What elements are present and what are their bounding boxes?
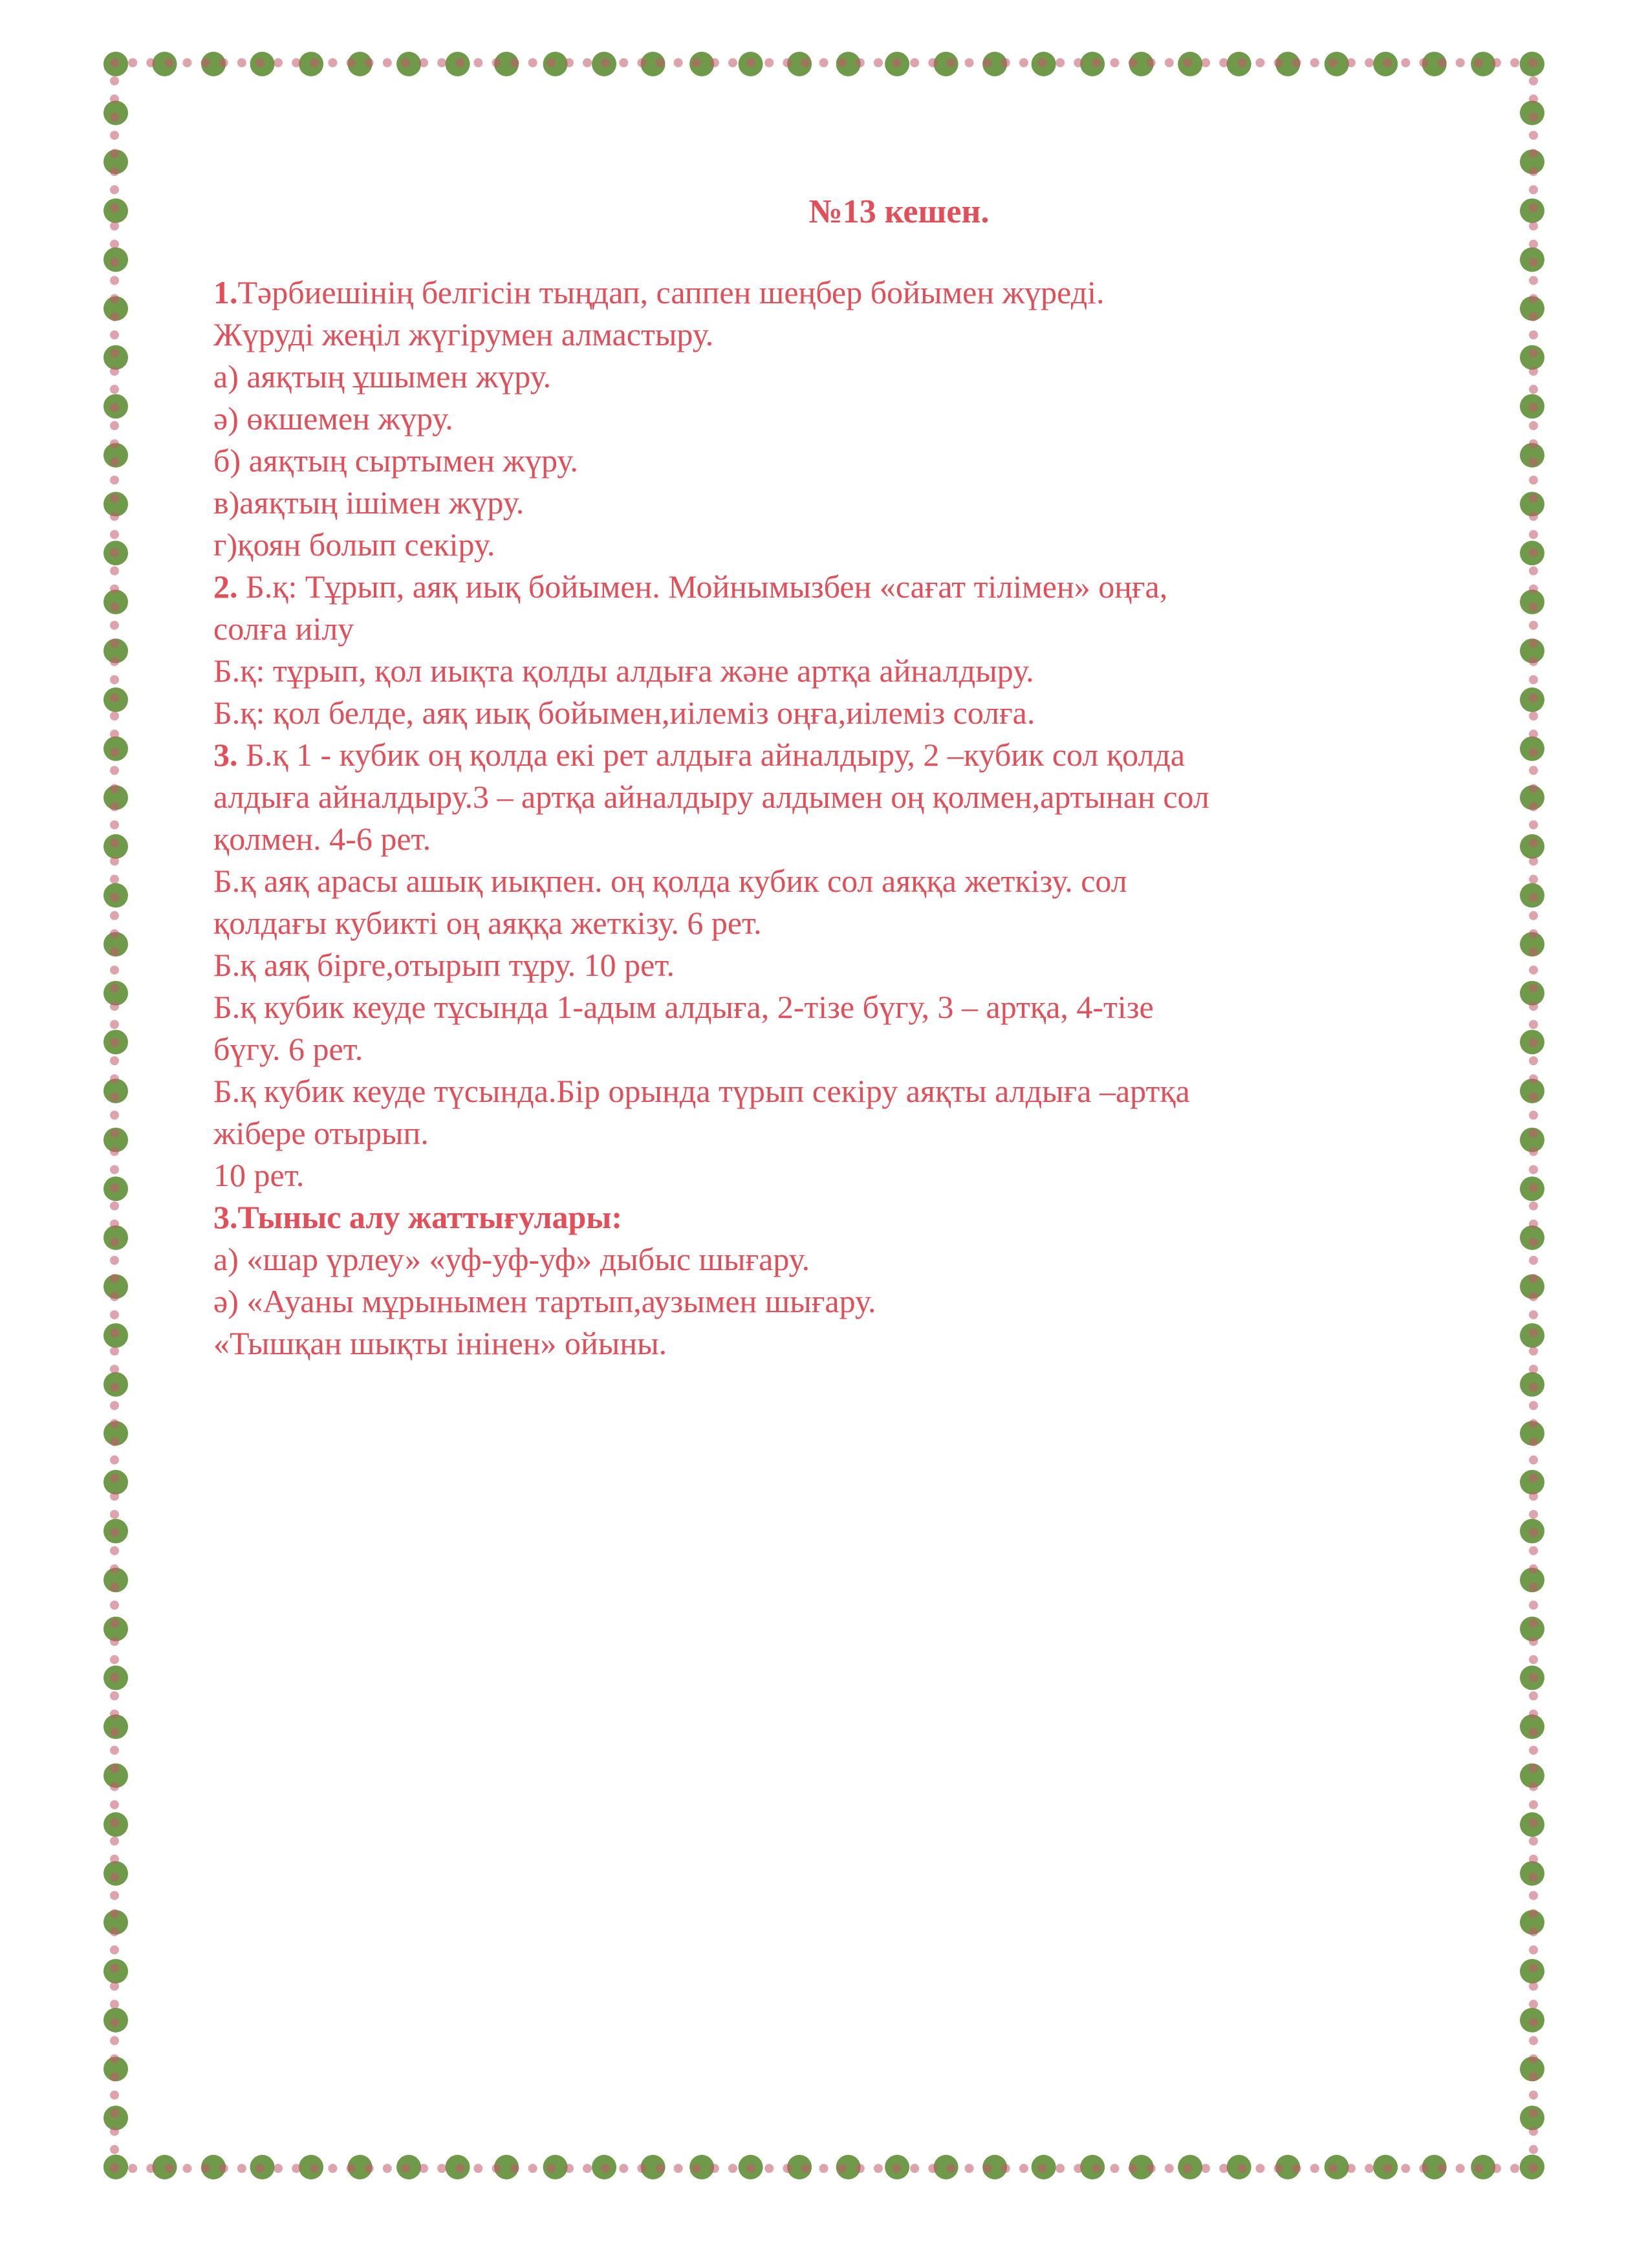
- line-text: Б.қ: қол белде, аяқ иық бойымен,иілеміз оңға,иілеміз солға.: [213, 695, 1035, 731]
- page-title: №13 кешен.: [808, 193, 990, 230]
- line-text: Б.қ кубик кеуде тұсында 1-адым алдыға, 2-тізе бүгу, 3 – артқа, 4-тізе: [213, 989, 1154, 1025]
- document-body: [213, 191, 1559, 1365]
- exercise-line: [213, 776, 1559, 818]
- exercise-line: [213, 482, 1559, 524]
- exercise-line: [213, 440, 1559, 482]
- line-text: 10 рет.: [213, 1157, 305, 1193]
- exercise-line: [213, 1154, 1559, 1196]
- item-number: 1.: [213, 274, 238, 310]
- exercise-line: [213, 314, 1559, 356]
- exercise-line: [213, 1112, 1559, 1154]
- exercise-line: [213, 986, 1559, 1028]
- line-text: Б.қ: Тұрып, аяқ иық бойымен. Мойнымызбен «сағат тілімен» оңға,: [237, 568, 1168, 605]
- breathing-line: ә) «Ауаны мұрынымен тартып,аузымен шығару.: [213, 1283, 876, 1319]
- exercise-line: [213, 524, 1559, 566]
- line-text: Б.қ 1 - кубик оң қолда екі рет алдыға айналдыру, 2 –кубик сол қолда: [237, 737, 1186, 773]
- line-text: в)аяқтың ішімен жүру.: [213, 484, 525, 521]
- breathing-heading: 3.Тыныс алу жаттығулары:: [213, 1199, 623, 1235]
- line-text: Б.қ аяқ бірге,отырып тұру. 10 рет.: [213, 947, 675, 983]
- line-text: ә) өкшемен жүру.: [213, 400, 453, 437]
- exercise-line: [213, 902, 1559, 944]
- exercise-line: [213, 398, 1559, 440]
- line-text: Жүруді жеңіл жүгірумен алмастыру.: [213, 316, 714, 352]
- line-text: г)қоян болып секіру.: [213, 526, 495, 563]
- line-text: Б.қ аяқ арасы ашық иықпен. оң қолда кубик сол аяққа жеткізу. сол: [213, 863, 1127, 899]
- exercise-line: [213, 944, 1559, 986]
- exercise-line: [213, 356, 1559, 398]
- exercise-line: [213, 272, 1559, 314]
- line-text: жібере отырып.: [213, 1115, 429, 1151]
- line-text: қолдағы кубикті оң аяққа жеткізу. 6 рет.: [213, 905, 762, 941]
- exercise-line: [213, 608, 1559, 650]
- item-number: 3.: [213, 737, 238, 773]
- breathing-list: [213, 1238, 1559, 1365]
- exercise-line: [213, 1070, 1559, 1112]
- exercise-list: [213, 272, 1559, 1196]
- line-text: Б.қ кубик кеуде түсында.Бір орында түрып секіру аяқты алдыға –артқа: [213, 1073, 1190, 1109]
- line-text: б) аяқтың сыртымен жүру.: [213, 442, 578, 479]
- item-number: 2.: [213, 568, 238, 605]
- line-text: солға иілу: [213, 610, 354, 647]
- exercise-line: [213, 860, 1559, 902]
- line-text: алдыға айналдыру.3 – артқа айналдыру алдымен оң қолмен,артынан сол: [213, 779, 1209, 815]
- line-text: қолмен. 4-6 рет.: [213, 821, 431, 857]
- exercise-line: [213, 650, 1559, 692]
- line-text: а) аяқтың ұшымен жүру.: [213, 358, 552, 394]
- breathing-line: а) «шар үрлеу» «уф-уф-уф» дыбыс шығару.: [213, 1241, 810, 1277]
- line-text: Б.қ: тұрып, қол иықта қолды алдыға және артқа айналдыру.: [213, 653, 1034, 689]
- exercise-line: [213, 734, 1559, 776]
- exercise-line: [213, 818, 1559, 860]
- exercise-line: [213, 1028, 1559, 1070]
- breathing-line: «Тышқан шықты інінен» ойыны.: [213, 1325, 667, 1361]
- exercise-line: [213, 692, 1559, 734]
- exercise-line: [213, 566, 1559, 608]
- line-text: бүгу. 6 рет.: [213, 1031, 363, 1067]
- line-text: Тәрбиешінің белгісін тыңдап, саппен шеңбер бойымен жүреді.: [237, 274, 1105, 310]
